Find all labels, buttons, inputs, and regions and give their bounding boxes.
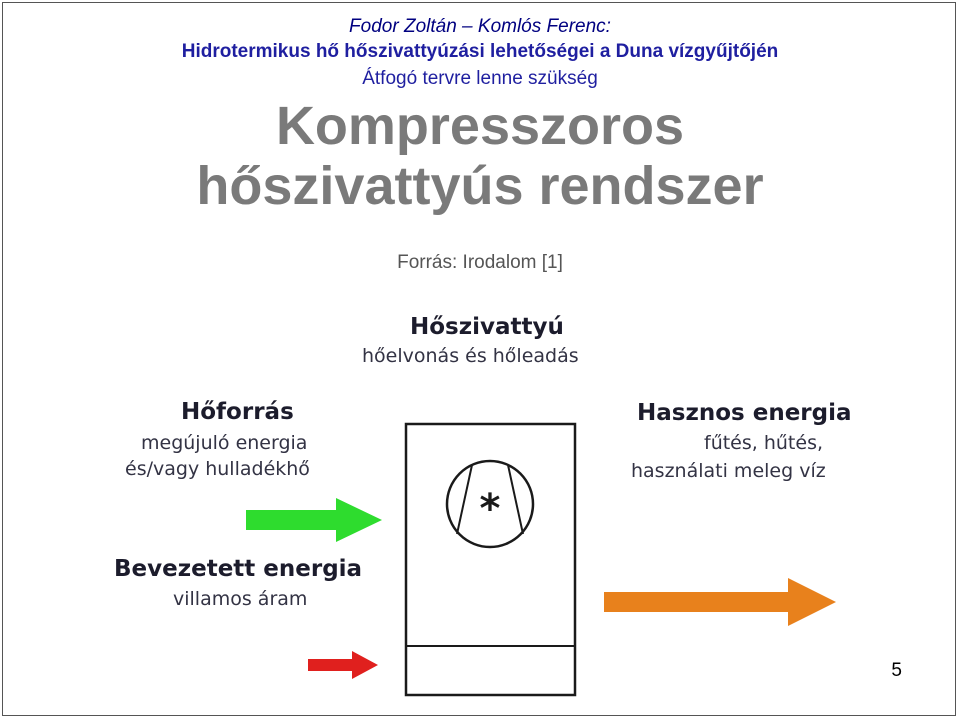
input-energy-sub: villamos áram: [173, 588, 308, 610]
input-energy-arrow-icon: [308, 651, 378, 679]
author-line: Fodor Zoltán – Komlós Ferenc:: [349, 16, 611, 37]
heat-pump-unit-box: [406, 424, 575, 695]
heat-pump-title: Hőszivattyú: [410, 314, 564, 340]
page-number: 5: [891, 660, 902, 681]
heat-source-title: Hőforrás: [181, 399, 294, 425]
slide-subtitle: Hidrotermikus hő hőszivattyúzási lehetőségei a Duna vízgyűjtőjén: [181, 41, 779, 62]
heat-source-arrow-icon: [246, 498, 382, 542]
heat-source-sub2: és/vagy hulladékhő: [125, 458, 310, 480]
heat-pump-sub: hőelvonás és hőleadás: [362, 345, 579, 367]
compressor-asterisk: *: [479, 486, 501, 532]
useful-energy-sub2: használati meleg víz: [631, 460, 826, 482]
useful-energy-title: Hasznos energia: [637, 400, 852, 426]
useful-energy-sub1: fűtés, hűtés,: [704, 432, 824, 454]
title-line-1: Kompresszoros: [275, 96, 685, 156]
useful-energy-arrow-icon: [604, 578, 836, 626]
slide-tagline: Átfogó tervre lenne szükség: [362, 68, 598, 89]
heat-source-sub1: megújuló energia: [141, 432, 308, 454]
input-energy-title: Bevezetett energia: [114, 556, 363, 582]
source-note: Forrás: Irodalom [1]: [397, 252, 563, 273]
title-line-2: hőszivattyús rendszer: [196, 156, 764, 216]
